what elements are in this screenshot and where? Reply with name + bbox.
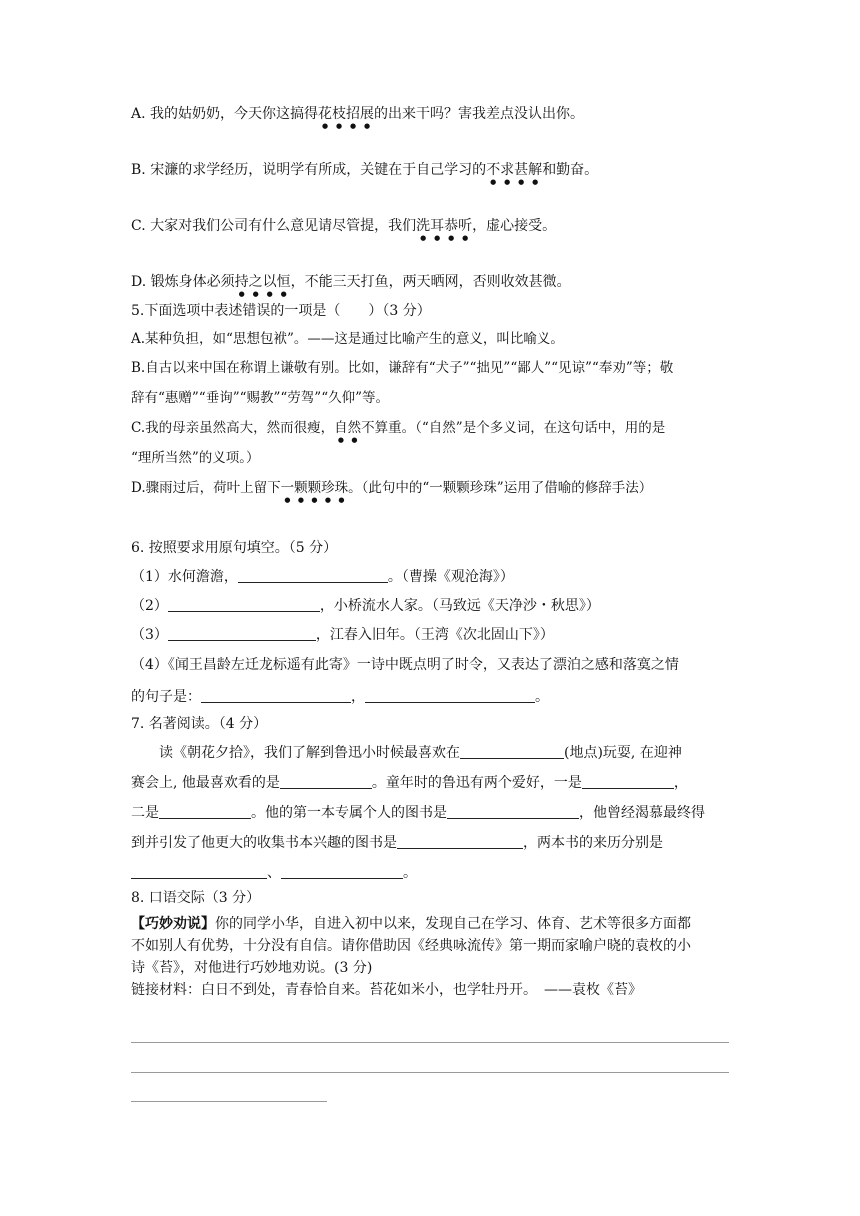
q7-2-text: 赛会上, 他最喜欢看的是 (131, 775, 280, 791)
answer-line-2[interactable] (131, 1072, 729, 1073)
q8-para-line4: 链接材料：白日不到处，青春恰自来。苔花如米小，也学牡丹开。 ——袁枚《苔》 (131, 982, 642, 998)
q7-5-separator: 、 (267, 865, 281, 881)
q7-3-text-mid: 。他的第一本专属个人的图书是 (251, 805, 447, 821)
q5-c-dotted: 自然 (334, 420, 362, 436)
q6-2-text: （2） (131, 598, 168, 614)
q7-para-line3 (131, 803, 731, 823)
q4-c-text-end: ，虚心接受。 (472, 218, 557, 234)
q7-blank-hobby-2[interactable] (159, 804, 251, 819)
q8-title: 8. 口语交际（3 分） (131, 890, 261, 906)
answer-line-1[interactable] (131, 1042, 729, 1043)
q5-c-text-end: 不算重。（“自然”是个多义词，在这句话中，用的是 (361, 420, 666, 436)
q7-blank-hobby-1[interactable] (582, 774, 674, 789)
q8-tag: 【巧妙劝说】 (131, 916, 215, 932)
q8-para-line1 (131, 914, 731, 934)
q7-1-text-end: (地点)玩耍, 在迎神 (564, 745, 682, 761)
q7-blank-first-book[interactable] (447, 804, 579, 819)
q7-4-text: 到并引发了他更大的收集书本兴趣的图书是 (131, 835, 397, 851)
q5-d-text: D.骤雨过后，荷叶上留下 (131, 480, 281, 496)
q6-1-text: （1）水何澹澹， (131, 569, 238, 585)
q6-1-text-end: 。（曹操《观沧海》） (387, 569, 514, 585)
q6-item-3 (131, 625, 731, 645)
q5-title: 5.下面选项中表述错误的一项是（ ）（3 分） (131, 303, 431, 319)
q4-d-dotted: 持之以恒 (234, 274, 291, 290)
q5-d-text-end: 。（此句中的“一颗颗珍珠”运用了借喻的修辞手法） (348, 480, 653, 496)
q6-item-4: （4）《闻王昌龄左迁龙标遥有此寄》一诗中既点明了时令，又表达了漂泊之感和落寞之情 (131, 657, 679, 673)
q6-item-1 (131, 567, 731, 587)
q7-1-text: 读《朝花夕拾》，我们了解到鲁迅小时候最喜欢在 (159, 745, 460, 761)
q7-para-line5 (131, 863, 731, 883)
q5-option-d (131, 478, 731, 504)
q4-option-b (131, 160, 731, 186)
q6-2-text-end: ，小桥流水人家。（马致远《天净沙・秋思》） (319, 598, 600, 614)
q7-para-line2 (131, 773, 731, 793)
q4-c-dotted: 洗耳恭听 (416, 218, 473, 234)
q6-3-text: （3） (131, 627, 168, 643)
q6-4-blank-2[interactable] (365, 688, 535, 703)
q7-2-text-mid: 。童年时的鲁迅有两个爱好，一是 (371, 775, 582, 791)
q7-para-line4 (131, 833, 731, 853)
q6-4-text-end: 。 (535, 689, 549, 705)
q7-para-line1 (159, 743, 759, 763)
q5-d-dotted: 一颗颗珍珠 (280, 480, 349, 496)
q7-2-text-end: ， (673, 775, 688, 791)
q6-title: 6. 按照要求用原句填空。（5 分） (131, 540, 338, 556)
q4-b-dotted: 不求甚解 (486, 162, 543, 178)
q4-option-c (131, 216, 731, 242)
q5-option-b-line2: 辞有“惠赠”“垂询”“赐教”“劳驾”“久仰”等。 (131, 390, 390, 406)
q4-a-text-end: 的出来干吗？害我差点没认出你。 (374, 106, 585, 122)
q5-c-text: C.我的母亲虽然高大，然而很瘦， (131, 420, 335, 436)
q4-d-text-end: ，不能三天打鱼，两天晒网，否则收效甚微。 (290, 274, 571, 290)
answer-line-3[interactable] (131, 1101, 327, 1102)
q6-1-blank[interactable] (238, 568, 388, 583)
q6-4-blank-1[interactable] (201, 688, 351, 703)
q4-b-text-end: 和勤奋。 (542, 162, 599, 178)
q6-3-blank[interactable] (168, 626, 316, 641)
q5-option-b-line1: B.自古以来中国在称谓上谦敬有别。比如，谦辞有“犬子”“拙见”“鄙人”“见谅”“奉劝”等；敬 (131, 360, 674, 376)
q6-4-text: 的句子是： (131, 689, 201, 705)
q7-blank-place[interactable] (460, 744, 564, 759)
q7-title: 7. 名著阅读。（4 分） (131, 716, 268, 732)
q5-option-a: A.某种负担，如“思想包袱”。——这是通过比喻产生的意义，叫比喻义。 (131, 331, 564, 347)
q8-para-line2: 不如别人有优势，十分没有自信。请你借助因《经典咏流传》第一期而家喻户晓的袁枚的小 (131, 938, 691, 954)
q4-c-text: C. 大家对我们公司有什么意见请尽管提，我们 (131, 218, 417, 234)
q6-2-blank[interactable] (168, 597, 320, 612)
q7-5-text-end: 。 (403, 865, 417, 881)
q6-4-comma: ， (351, 689, 365, 705)
q7-blank-origin-1[interactable] (131, 864, 267, 879)
q7-4-text-end: ，两本书的来历分别是 (523, 835, 663, 851)
q4-d-text: D. 锻炼身体必须 (131, 274, 235, 290)
q4-option-a (131, 104, 731, 130)
q8-1-text: 你的同学小华，自进入初中以来，发现自己在学习、体育、艺术等很多方面都 (215, 916, 691, 932)
q8-para-line3: 诗《苔》，对他进行巧妙地劝说。(3 分) (131, 960, 373, 976)
q7-blank-favorite[interactable] (280, 774, 372, 789)
q7-blank-second-book[interactable] (397, 834, 523, 849)
q5-option-c-line2: “理所当然”的义项。） (131, 450, 260, 466)
q7-blank-origin-2[interactable] (281, 864, 403, 879)
q6-item-4-answer (131, 687, 731, 707)
q4-a-text: A. 我的姑奶奶，今天你这搞得 (131, 106, 319, 122)
q7-3-text-end: ，他曾经渴慕最终得 (579, 805, 705, 821)
q6-3-text-end: ，江春入旧年。（王湾《次北固山下》） (315, 627, 554, 643)
q4-option-d (131, 272, 731, 298)
q7-3-text: 二是 (131, 805, 159, 821)
q5-option-c-line1 (131, 418, 731, 444)
q4-b-text: B. 宋濂的求学经历，说明学有所成，关键在于自己学习的 (131, 162, 487, 178)
q6-item-2 (131, 596, 731, 616)
q4-a-dotted: 花枝招展 (318, 106, 375, 122)
